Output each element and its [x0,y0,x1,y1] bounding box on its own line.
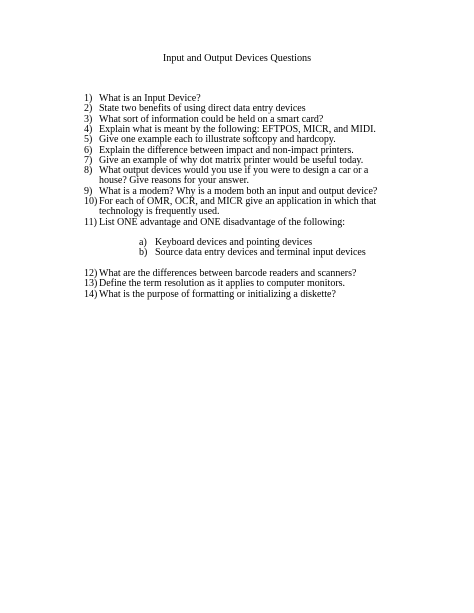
question-number: 8) [84,165,93,177]
question-number: 7) [84,154,93,166]
question-text: List ONE advantage and ONE disadvantage of the following: [99,216,346,228]
question-number: 9) [84,185,93,197]
sub-item [139,248,399,258]
question-number: 3) [84,113,93,125]
question-number: 5) [84,134,93,146]
question-number: 2) [84,103,93,115]
sub-item-text: Keyboard devices and pointing devices [155,237,313,248]
question-item [84,166,384,187]
question-item [84,135,384,145]
page-title: Input and Output Devices Questions [162,53,312,64]
question-item [84,218,384,228]
question-number: 13) [84,278,98,290]
question-text: Explain what is meant by the following: EFTPOS, MICR, and MIDI. [99,123,376,135]
question-text: What is an Input Device? [99,93,201,104]
question-item [84,197,384,218]
question-text: Give one example each to illustrate softcopy and hardcopy. [99,134,336,146]
sub-item-text: Source data entry devices and terminal input devices [155,247,366,259]
question-text: What are the differences between barcode readers and scanners? [99,268,357,279]
question-text: Give an example of why dot matrix printer would be useful today. [99,154,364,166]
question-number: 11) [84,216,97,228]
question-text: What is the purpose of formatting or initializing a diskette? [99,288,336,300]
sub-item-letter: a) [139,237,147,248]
question-text: For each of OMR, OCR, and MICR give an application in which that technology is frequently used. [99,196,377,218]
question-number: 12) [84,268,98,279]
question-number: 1) [84,93,93,104]
question-text: State two benefits of using direct data entry devices [99,103,306,115]
question-text: What output devices would you use if you were to design a car or a house? Give reasons for your answer. [99,165,369,187]
question-text: Define the term resolution as it applies to computer monitors. [99,278,346,290]
question-number: 10) [84,196,98,207]
question-number: 6) [84,144,93,156]
question-text: What is a modem? Why is a modem both an input and output device? [99,185,378,197]
question-number: 14) [84,288,98,300]
question-number: 4) [84,123,93,135]
question-text: Explain the difference between impact and non-impact printers. [99,144,354,156]
question-text: What sort of information could be held on a smart card? [99,113,324,125]
sub-item-letter: b) [139,247,148,259]
question-item [84,290,384,300]
